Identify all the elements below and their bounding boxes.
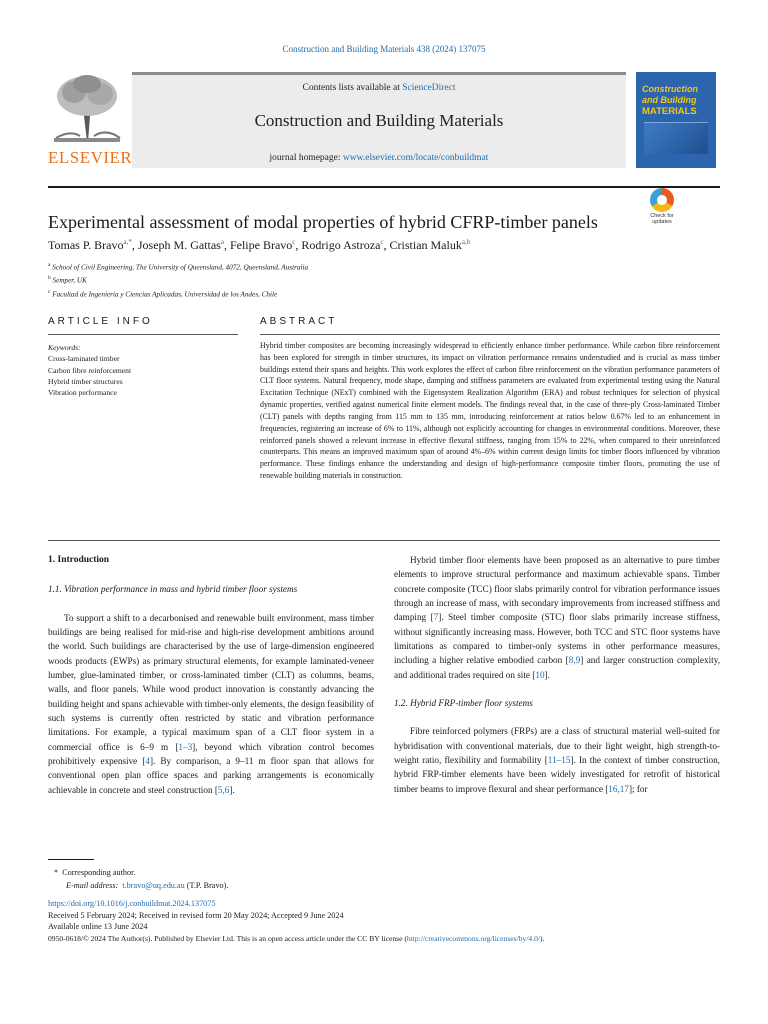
keywords-label: Keywords:: [48, 343, 81, 352]
crossmark-label-line1: Check for: [650, 213, 674, 219]
keyword-item: Carbon fibre reinforcement: [48, 365, 132, 375]
publisher-wordmark: ELSEVIER: [48, 148, 133, 167]
footnote-rule: [48, 859, 94, 860]
subsection-heading-1-2: 1.2. Hybrid FRP-timber floor systems: [394, 698, 533, 709]
author-name[interactable]: Cristian Maluk: [389, 238, 462, 252]
affiliation-key: a: [48, 262, 51, 268]
sciencedirect-link[interactable]: ScienceDirect: [402, 83, 456, 93]
citation-link[interactable]: 5,6: [217, 784, 230, 795]
license-text: 0950-0618/© 2024 The Author(s). Published by Elsevier Ltd. This is an open access article under the CC BY license (: [48, 933, 407, 943]
paragraph: [394, 724, 720, 796]
citation-link[interactable]: 11–15: [547, 755, 571, 766]
author-name[interactable]: Rodrigo Astroza: [301, 238, 381, 252]
corresponding-label: Corresponding author.: [62, 868, 136, 877]
author-affiliation-marker[interactable]: a: [220, 238, 224, 246]
cover-line-1: Construction: [642, 84, 698, 94]
paragraph-text: Hybrid timber floor elements have been proposed as an alternative to pure timber elements to improve structural performance and maximum achievable spans. Timber concrete composite (TCC) floor slabs primarily control for vibration performance issues through an increase of mass, with secondary improvements from increased stiffness and damping [: [394, 555, 720, 623]
masthead: [48, 70, 720, 170]
author-name[interactable]: Felipe Bravo: [229, 238, 293, 252]
paragraph-text: ].: [544, 669, 550, 680]
affiliation-key: b: [48, 275, 51, 282]
contents-line: [132, 83, 626, 93]
article-history: Received 5 February 2024; Received in revised form 20 May 2024; Accepted 9 June 2024: [48, 910, 344, 920]
paragraph-text: Fibre reinforced polymers (FRPs) are a class of structural material well-suited for hybridisation with conventional materials, due to their light weight, high strength-to-weight ratio, flexibility and formability [: [394, 726, 720, 766]
author-separator: ,: [131, 238, 138, 252]
author-affiliation-marker[interactable]: a,*: [123, 238, 132, 246]
subsection-heading-1-1: 1.1. Vibration performance in mass and hybrid timber floor systems: [48, 584, 298, 595]
keyword-item: Cross-laminated timber: [48, 354, 120, 364]
abstract-heading: ABSTRACT: [260, 316, 338, 327]
article-title: Experimental assessment of modal properties of hybrid CFRP-timber panels: [48, 212, 598, 232]
author-list: [48, 238, 708, 253]
available-online: Available online 13 June 2024: [48, 922, 148, 931]
paragraph-text: ]; for: [628, 783, 648, 794]
affiliation-item: [48, 273, 708, 286]
author-separator: ,: [295, 238, 302, 252]
journal-banner: [132, 72, 626, 168]
abstract-text: Hybrid timber composites are becoming increasingly widespread to efficiently enhance timber performance. While carbon fibre reinforcement has been explored for strength in timber structures, its impact on vibration performance remains understudied and is crucial as mass timber buildings extend their spans and heights. This work explores the effect of carbon fibre reinforcement on the vibration performance parameters of CLT floor systems. Natural frequency, mode shape, damping and stiffness parameters are evaluated from experimental testing using the Natural Excitation Technique (NExT) combined with the Eigensystem Realization Algorithm (ERA) and robust techniques for selection of physical dynamic properties, verified against numerical finite element models. The findings reveal that, in the case of three-ply Cross-laminated Timber (CLT) panels with depths ranging from 115 mm to 135 mm, introducing reinforcement at ratios below 0.67% led to an enhancement in frequencies, registering an increase of 6% to 11%, although not explicitly accounting for changes in environmental conditions. Moreover, these reinforced panels showed a relevant increase in effective flexural stiffness, ranging from 15% to 22%, when compared to their unreinforced counterparts. This means an improved maximum span of around 4%–6% within current design limits for timber floors influenced by vibration performance. These findings enhance the understanding and design of high-performance composite timber floors, promoting the use of renewable building materials in construction.: [260, 341, 720, 480]
crossmark-label: [646, 213, 678, 225]
section-heading-introduction: 1. Introduction: [48, 555, 110, 565]
license-suffix: ).: [540, 933, 545, 943]
paragraph-text: To support a shift to a decarbonised and renewable built environment, mass timber buildings are being realised for mid-rise and high-rise development ambitions around the world. Such buildings are characterised by the use of large-dimension engineered woods products (EWPs) as primary structural elements, for example laminated-veneer lumber, glue-laminated timber, or cross-laminated timber (CLT) as columns, beams, walls, and floor panels. While wood product innovation is constantly advancing the building height and spans achievable with timber-only elements, the design feasibility of such systems is currently often restricted by static and vibration performance limitations. For example, a typical maximum span of a CLT floor system in a commercial office is 6–9 m [: [48, 612, 374, 752]
affiliation-key: c: [48, 288, 51, 295]
author-separator: ,: [223, 238, 230, 252]
citation-link[interactable]: 10: [535, 669, 545, 680]
paragraph-text: ]. By comparison, a 9–11 m floor span that allows for conventional open plan office spaces and parking arrangements is economically achievable in concrete and steel construction [: [48, 756, 374, 795]
article-info-heading: ARTICLE INFO: [48, 316, 153, 327]
citation-link[interactable]: 16,17: [608, 783, 629, 794]
homepage-line: [132, 153, 626, 163]
cover-line-3: MATERIALS: [642, 106, 697, 117]
email-suffix: (T.P. Bravo).: [184, 881, 229, 890]
tree-icon: [50, 72, 124, 144]
journal-homepage-link[interactable]: www.elsevier.com/locate/conbuildmat: [342, 153, 489, 163]
article-info-rule: [48, 334, 238, 335]
footnote-line: [54, 866, 454, 879]
citation-link[interactable]: 4: [145, 756, 150, 767]
keyword-item: Vibration performance: [48, 388, 117, 398]
paragraph: [394, 553, 720, 682]
check-for-updates-button[interactable]: [646, 188, 678, 230]
corresponding-author-footnote: [54, 866, 454, 892]
elsevier-logo[interactable]: [48, 70, 133, 167]
email-label: E-mail address:: [66, 881, 119, 890]
citation-link[interactable]: 1–3: [178, 741, 193, 752]
paragraph: [48, 611, 374, 797]
affiliations: [48, 260, 708, 300]
cover-line-2: and Building: [642, 95, 697, 105]
footnote-email-line: [54, 879, 454, 892]
paragraph-text: ].: [229, 784, 235, 795]
affiliation-text: School of Civil Engineering, The University of Queensland, 4072, Queensland, Australia: [52, 263, 309, 272]
citation-link[interactable]: 8,9: [568, 655, 581, 666]
cover-title: [642, 84, 712, 117]
journal-cover[interactable]: [636, 72, 716, 168]
author-affiliation-marker[interactable]: c: [292, 238, 296, 246]
right-column: [394, 553, 720, 796]
cover-artwork: [644, 122, 708, 154]
left-column: [48, 553, 374, 797]
footnote-marker: *: [54, 868, 59, 877]
homepage-prefix: journal homepage:: [269, 153, 343, 163]
affiliation-text: Semper, UK: [52, 276, 87, 285]
license-link[interactable]: http://creativecommons.org/licenses/by/4.0/: [406, 933, 541, 943]
crossmark-label-line2: updates: [652, 219, 672, 225]
journal-title[interactable]: Construction and Building Materials: [254, 111, 504, 130]
paragraph-text: ]. Steel timber composite (STC) floor slabs primarily increase stiffness, without significantly increasing mass. However, both TCC and STC floor systems have limitations as compared to timber-only systems in other performance measures, including a higher relative embodied carbon [: [394, 612, 720, 666]
author-name[interactable]: Tomas P. Bravo: [48, 238, 124, 252]
abstract-rule: [260, 334, 720, 335]
author-affiliation-marker[interactable]: a,b: [461, 238, 471, 246]
citation-link[interactable]: 7: [433, 612, 439, 623]
paragraph-text: ]. In the context of timber construction, hybrid FRP-timber elements have been widely investigated for retrofit of historical timber beams to improve flexural and shear performance [: [394, 755, 720, 794]
paragraph-text: ] and larger construction complexity, and additional trades required on site [: [394, 655, 720, 680]
paragraph-text: ], beyond which vibration control becomes prohibitively expensive [: [48, 741, 374, 767]
doi-link[interactable]: https://doi.org/10.1016/j.conbuildmat.2024.137075: [48, 899, 216, 908]
affiliation-item: [48, 287, 708, 300]
affiliation-text: Facultad de Ingeniería y Ciencias Aplicadas, Universidad de los Andes, Chile: [52, 290, 278, 299]
author-separator: ,: [383, 238, 390, 252]
author-name[interactable]: Joseph M. Gattas: [137, 238, 221, 252]
crossmark-icon: [650, 188, 674, 212]
author-email-link[interactable]: t.bravo@uq.edu.au: [122, 881, 185, 890]
article-metadata: [48, 898, 728, 944]
license-line: [48, 933, 728, 945]
author-affiliation-marker[interactable]: c: [380, 238, 384, 246]
running-head[interactable]: Construction and Building Materials 438 (2024) 137075: [282, 44, 486, 54]
keywords-block: [48, 342, 228, 398]
keyword-item: Hybrid timber structures: [48, 376, 123, 386]
affiliation-item: [48, 260, 708, 273]
header-rule: [48, 186, 720, 188]
contents-prefix: Contents lists available at: [302, 83, 403, 93]
abstract-bottom-rule: [48, 540, 720, 541]
